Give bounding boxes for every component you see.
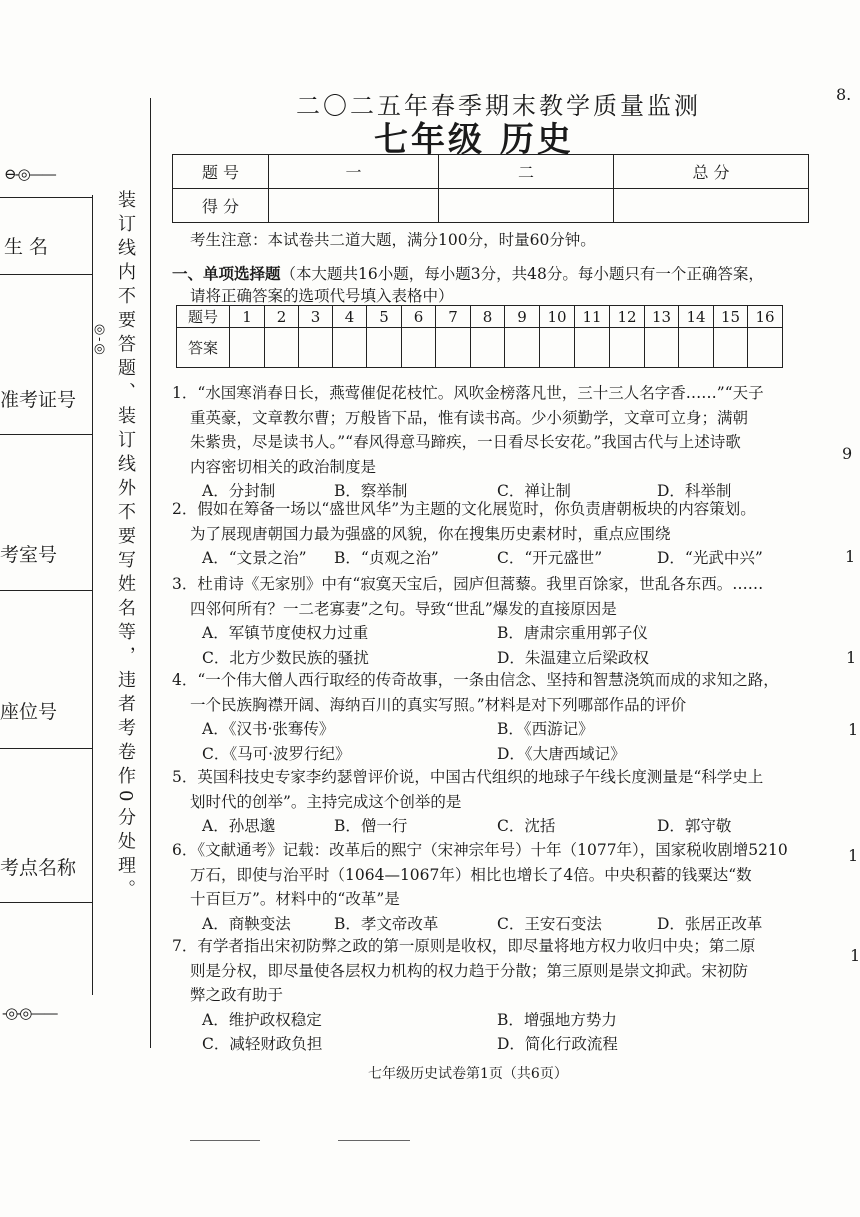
question-3-option: D．朱温建立后梁政权: [497, 648, 649, 667]
question-7-option: D．简化行政流程: [497, 1035, 618, 1053]
question-6-text: 十百巨万”。材料中的“改革”是: [190, 890, 400, 908]
question-4-text: 4．“一个伟大僧人西行取经的传奇故事，一条由信念、坚持和智慧浇筑而成的求知之路，: [172, 671, 779, 689]
answer-input-cell[interactable]: [471, 328, 505, 368]
question-7-text: 弊之政有助于: [190, 986, 284, 1004]
binding-circles-middle: ◎-◎: [92, 322, 107, 357]
score-cell-part2[interactable]: [439, 189, 614, 223]
question-7-option: A．维护政权稳定: [202, 1010, 322, 1029]
answer-input-cell[interactable]: [299, 328, 333, 368]
question-6-text: 6．《文献通考》记载：改革后的熙宁（宋神宗年号）十年（1077年），国家税收剧增5210: [172, 841, 788, 859]
answer-input-cell[interactable]: [540, 328, 575, 368]
edge-mark: 9: [842, 444, 853, 463]
question-1-option: A．分封制: [202, 482, 276, 500]
scan-mark: [190, 1140, 260, 1141]
answer-input-cell[interactable]: [402, 328, 436, 368]
score-row-label: 得 分: [173, 189, 269, 223]
answer-input-cell[interactable]: [367, 328, 402, 368]
question-2-option: D．“光武中兴”: [657, 549, 763, 567]
answer-number-cell: 11: [575, 306, 610, 328]
question-6-option: D．张居正改革: [657, 914, 763, 933]
answer-number-cell: 8: [471, 306, 505, 328]
answer-input-cell[interactable]: [436, 328, 471, 368]
section-heading: [172, 262, 764, 284]
answer-input-cell[interactable]: [748, 328, 783, 368]
notice: 考生注意：本试卷共二道大题，满分100分，时量60分钟。: [190, 231, 596, 249]
question-7-text: 则是分权，即尽量使各层权力机构的权力趋于分散；第三原则是崇文抑武。宋初防: [190, 961, 749, 980]
question-1-text: 1．“水国寒消春日长，燕莺催促花枝忙。风吹金榜落凡世，三十三人名字香……”“天子: [172, 384, 764, 402]
score-header-total: 总 分: [614, 155, 809, 189]
question-3-option: A．军镇节度使权力过重: [202, 624, 369, 642]
answer-number-cell: 4: [333, 306, 367, 328]
field-seat-label: 座位号: [0, 701, 58, 723]
question-4-option: B．《西游记》: [497, 720, 594, 738]
edge-mark: 1: [845, 547, 856, 566]
question-5-option: C．沈括: [497, 817, 556, 835]
answer-input-cell[interactable]: [679, 328, 714, 368]
edge-mark: 8.: [836, 85, 852, 104]
exam-title: 二〇二五年春季期末教学质量监测: [296, 92, 701, 120]
divider: [0, 434, 92, 435]
question-4-option: A．《汉书·张骞传》: [202, 720, 335, 738]
question-7-option: B．增强地方势力: [497, 1010, 617, 1029]
question-3-text: 3．杜甫诗《无家别》中有“寂寞天宝后，园庐但蒿藜。我里百馀家，世乱各东西。……: [172, 575, 764, 593]
divider: [0, 197, 92, 198]
question-2-option: C．“开元盛世”: [497, 549, 603, 567]
question-7-text: 7．有学者指出宋初防弊之政的第一原则是收权，即尽量将地方权力收归中央；第二原: [172, 937, 756, 955]
answer-input-cell[interactable]: [575, 328, 610, 368]
edge-mark: 1: [848, 720, 859, 739]
question-7-option: C．减轻财政负担: [202, 1035, 323, 1053]
divider: [0, 274, 92, 275]
question-1-option: D．科举制: [657, 482, 732, 500]
question-4-option: D．《大唐西域记》: [497, 744, 626, 763]
answer-number-cell: 7: [436, 306, 471, 328]
question-3-option: C．北方少数民族的骚扰: [202, 648, 369, 667]
question-3-option: B．唐肃宗重用郭子仪: [497, 624, 648, 642]
divider: [0, 902, 92, 903]
question-2-text: 2．假如在筹备一场以“盛世风华”为主题的文化展览时，你负责唐朝板块的内容策划。: [172, 500, 756, 518]
answer-table: [176, 305, 783, 368]
score-cell-part1[interactable]: [269, 189, 439, 223]
question-2-text: 为了展现唐朝国力最为强盛的风貌，你在搜集历史素材时，重点应围绕: [190, 524, 671, 543]
answer-number-cell: 9: [505, 306, 540, 328]
answer-input-cell[interactable]: [333, 328, 367, 368]
page-footer: 七年级历史试卷第1页（共6页）: [368, 1066, 568, 1082]
binding-line: [92, 195, 93, 995]
subject-title: 七年级 历史: [374, 120, 574, 160]
answer-number-cell: 5: [367, 306, 402, 328]
question-5-option: D．郭守敬: [657, 817, 732, 835]
answer-row-label-answer: 答案: [177, 328, 230, 368]
binding-note: 装订线内不要答题、装订线外不要写姓名等，违者考卷作0分处理。: [115, 190, 136, 904]
edge-mark: 1: [850, 946, 860, 965]
field-exam-number-label: 准考证号: [0, 389, 77, 411]
answer-input-cell[interactable]: [505, 328, 540, 368]
answer-number-cell: 16: [748, 306, 783, 328]
margin-border: [150, 98, 151, 1048]
answer-number-cell: 3: [299, 306, 333, 328]
answer-number-cell: 13: [645, 306, 679, 328]
score-cell-total[interactable]: [614, 189, 809, 223]
binding-circles-bottom: -◎-◎——: [2, 1004, 57, 1022]
question-1-option: C．禅让制: [497, 482, 571, 500]
question-6-option: A．商鞅变法: [202, 914, 291, 933]
answer-row-label-number: 题号: [177, 306, 230, 328]
score-header-label: 题 号: [173, 155, 269, 189]
answer-input-cell[interactable]: [230, 328, 265, 368]
question-6-text: 万石，即使与治平时（1064—1067年）相比也增长了4倍。中央积蓄的钱粟达“数: [190, 865, 752, 884]
question-5-option: B．僧一行: [334, 817, 408, 835]
answer-number-cell: 1: [230, 306, 265, 328]
section-heading-bold: 一、单项选择题: [172, 264, 281, 283]
score-table: [172, 154, 809, 223]
divider: [0, 590, 92, 591]
question-3-text: 四邻何所有？一二老寡妻”之句。导致“世乱”爆发的直接原因是: [190, 599, 617, 618]
field-room-label: 考室号: [0, 544, 58, 566]
question-2-option: B．“贞观之治”: [334, 549, 439, 567]
field-site-label: 考点名称: [0, 857, 77, 879]
scan-mark: [338, 1140, 410, 1141]
question-1-option: B．察举制: [334, 482, 408, 500]
question-1-text: 朱紫贵，尽是读书人。”“春风得意马蹄疾，一日看尽长安花。”我国古代与上述诗歌: [190, 433, 741, 451]
answer-input-cell[interactable]: [714, 328, 748, 368]
answer-input-cell[interactable]: [610, 328, 645, 368]
answer-number-cell: 10: [540, 306, 575, 328]
question-4-option: C．《马可·波罗行纪》: [202, 744, 351, 763]
question-6-option: B．孝文帝改革: [334, 914, 439, 933]
answer-number-cell: 12: [610, 306, 645, 328]
field-name-label: 生 名: [4, 236, 49, 258]
question-4-text: 一个民族胸襟开阔、海纳百川的真实写照。”材料是对下列哪部作品的评价: [190, 695, 687, 714]
section-heading-rest: （本大题共16小题，每小题3分，共48分。每小题只有一个正确答案，: [280, 265, 764, 283]
divider: [0, 748, 92, 749]
answer-number-cell: 15: [714, 306, 748, 328]
question-1-text: 重英豪，文章教尔曹；万般皆下品，惟有读书高。少小须勤学，文章可立身；满朝: [190, 408, 749, 427]
answer-input-cell[interactable]: [645, 328, 679, 368]
answer-input-cell[interactable]: [265, 328, 299, 368]
edge-mark: 1: [846, 648, 857, 667]
question-5-option: A．孙思邈: [202, 817, 276, 835]
question-2-option: A．“文景之治”: [202, 549, 307, 567]
section-heading-line2: 请将正确答案的选项代号填入表格中）: [190, 287, 454, 305]
edge-mark: 1: [848, 846, 859, 865]
binding-circles-top: ⊖-◎——: [4, 165, 55, 183]
score-header-part2: 二: [439, 155, 614, 189]
question-1-text: 内容密切相关的政治制度是: [190, 457, 377, 476]
question-6-option: C．王安石变法: [497, 914, 602, 933]
answer-number-cell: 6: [402, 306, 436, 328]
answer-number-cell: 2: [265, 306, 299, 328]
question-5-text: 划时代的创举”。主持完成这个创举的是: [190, 792, 462, 811]
answer-number-cell: 14: [679, 306, 714, 328]
question-5-text: 5．英国科技史专家李约瑟曾评价说，中国古代组织的地球子午线长度测量是“科学史上: [172, 768, 764, 786]
score-header-part1: 一: [269, 155, 439, 189]
